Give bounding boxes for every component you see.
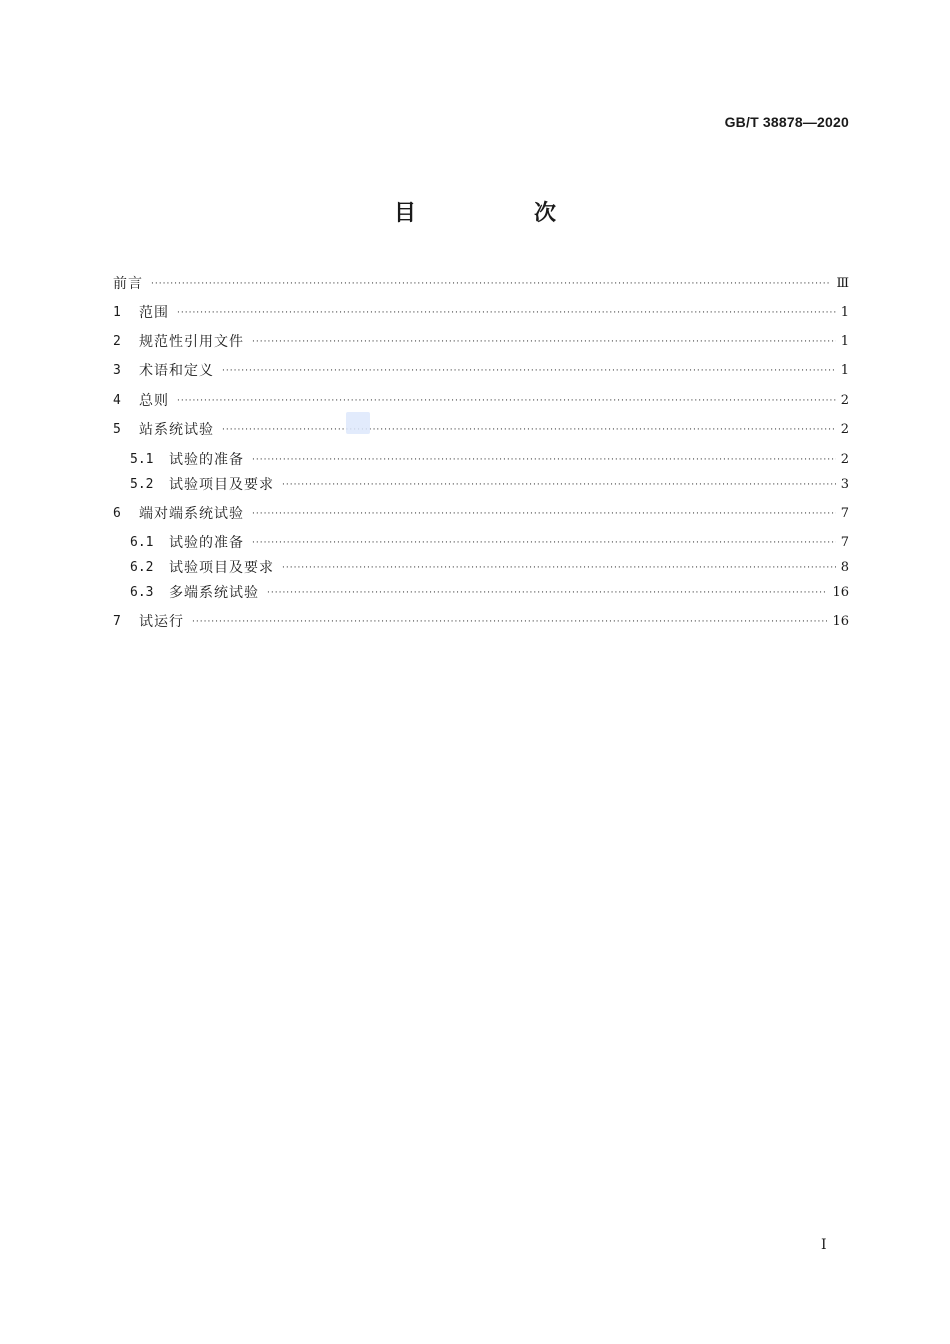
toc-entry-5-1[interactable] [130,448,849,472]
toc-entry-number: 7 [113,614,121,629]
toc-entry-3[interactable] [113,359,849,383]
toc-entry-number: 5.1 [130,452,154,467]
toc-entry-page: 16 [832,614,849,629]
toc-entry-number: 6 [113,506,121,521]
toc-leader-dots [151,272,831,296]
toc-entry-page: 1 [840,334,849,349]
toc-entry-number: 1 [113,305,121,320]
toc-entry-number: 6.3 [130,585,154,600]
toc-leader-dots [192,610,827,634]
toc-leader-dots [252,502,836,526]
toc-entry-page: 8 [840,560,849,575]
toc-entry-6-1[interactable] [130,531,849,555]
toc-leader-dots [177,301,836,325]
toc-leader-dots [222,418,836,442]
toc-entry-number: 3 [113,363,121,378]
toc-leader-dots [252,448,836,472]
toc-entry-4[interactable] [113,389,849,413]
toc-entry-page: 7 [840,535,849,550]
toc-leader-dots [222,359,836,383]
toc-entry-6-3[interactable] [130,581,849,605]
page-number: I [821,1237,827,1253]
toc-entry-2[interactable] [113,330,849,354]
toc-entry-6-2[interactable] [130,556,849,580]
toc-entry-page: Ⅲ [836,276,849,291]
toc-entry-label: 试验的准备 [169,452,244,468]
toc-entry-label: 规范性引用文件 [139,334,244,350]
toc-entry-page: 16 [832,585,849,600]
toc-entry-number: 4 [113,393,121,408]
toc-entry-page: 1 [840,305,849,320]
toc-entry-number: 2 [113,334,121,349]
toc-entry-label: 范围 [139,305,169,321]
toc-entry-page: 2 [840,452,849,467]
toc-entry-1[interactable] [113,301,849,325]
standard-code: GB/T 38878—2020 [724,114,849,130]
toc-leader-dots [267,581,827,605]
toc-entry-label: 总则 [139,393,169,409]
toc-entry-label: 站系统试验 [139,422,214,438]
toc-entry-page: 2 [840,422,849,437]
toc-entry-label: 多端系统试验 [169,585,259,601]
toc-entry-number: 6.1 [130,535,154,550]
toc-entry-label: 端对端系统试验 [139,506,244,522]
toc-leader-dots [282,556,836,580]
toc-entry-label: 试验项目及要求 [169,560,274,576]
toc-entry-5-2[interactable] [130,473,849,497]
toc-entry-label: 试运行 [139,614,184,630]
toc-entry-label: 试验的准备 [169,535,244,551]
toc-leader-dots [252,330,836,354]
toc-entry-page: 3 [840,477,849,492]
toc-entry-page: 1 [840,363,849,378]
watermark-mark [346,412,370,434]
toc-entry-label: 前言 [113,276,143,292]
toc-entry-5[interactable] [113,418,849,442]
toc-entry-6[interactable] [113,502,849,526]
toc-entry-number: 6.2 [130,560,154,575]
toc-leader-dots [252,531,836,555]
toc-leader-dots [177,389,836,413]
toc-leader-dots [282,473,836,497]
toc-entry-foreword[interactable] [113,272,849,296]
page-title: 目 次 [393,201,604,226]
toc-entry-label: 术语和定义 [139,363,214,379]
toc-entry-page: 7 [840,506,849,521]
toc-entry-number: 5.2 [130,477,154,492]
toc-entry-page: 2 [840,393,849,408]
toc-entry-7[interactable] [113,610,849,634]
toc-entry-label: 试验项目及要求 [169,477,274,493]
toc-entry-number: 5 [113,422,121,437]
